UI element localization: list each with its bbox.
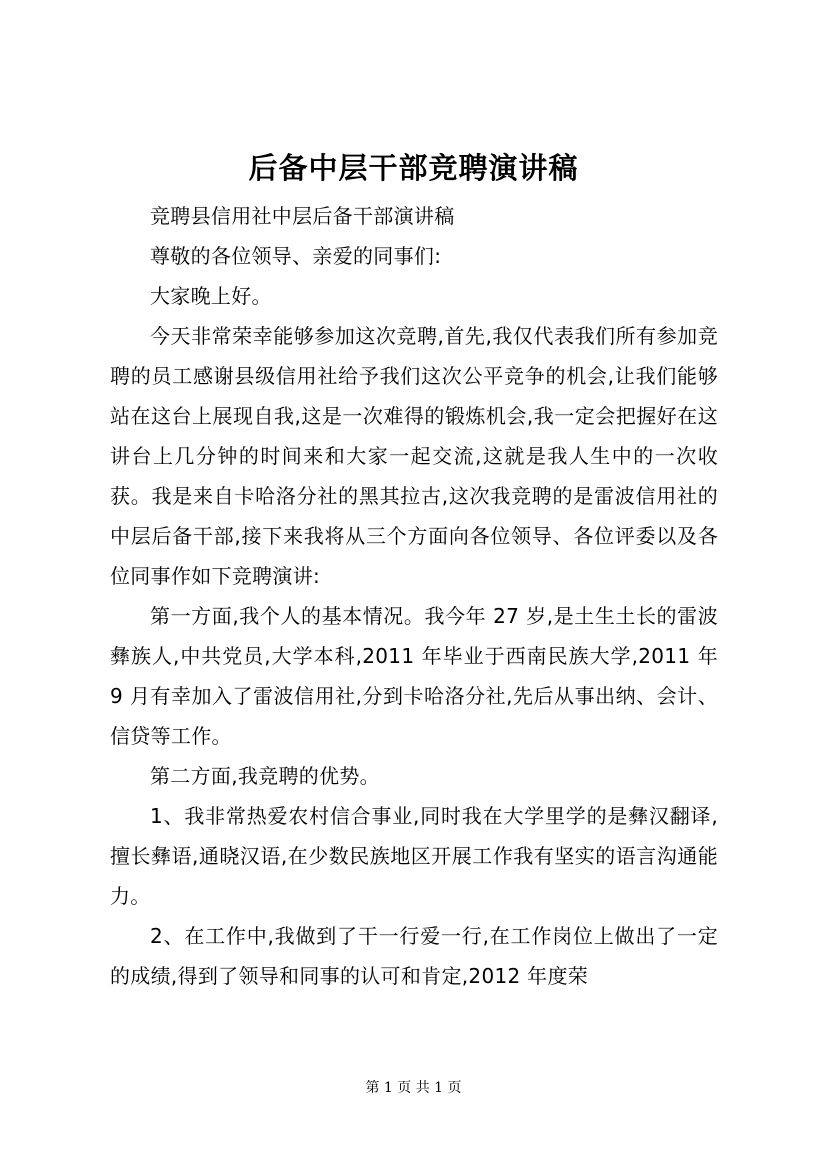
paragraph-subtitle: 竞聘县信用社中层后备干部演讲稿 — [150, 204, 455, 228]
paragraph-introduction: 今天非常荣幸能够参加这次竞聘,首先,我仅代表我们所有参加竞聘的员工感谢县级信用社给予我们这次公平竞争的机会,让我们能够站在这台上展现自我,这是一次难得的锻炼机会,我一定会把握好在这讲台上几分钟的时间来和大家一起交流,这就是我人生中的一次收获。我是来自卡哈洛分社的黑其拉古,这次我竞聘的是雷波信用社的中层后备干部,接下来我将从三个方面向各位领导、各位评委以及各位同事作如下竞聘演讲: — [110, 324, 718, 588]
paragraph-salutation: 尊敬的各位领导、亲爱的同事们: — [150, 244, 442, 268]
document-title: 后备中层干部竞聘演讲稿 — [248, 151, 579, 185]
paragraph-advantage-1: 1、我非常热爱农村信合事业,同时我在大学里学的是彝汉翻译,擅长彝语,通晓汉语,在少数民族地区开展工作我有坚实的语言沟通能力。 — [110, 804, 718, 908]
paragraph-advantages-heading: 第二方面,我竞聘的优势。 — [150, 764, 380, 788]
document-body — [110, 196, 718, 996]
paragraph-advantage-2: 2、在工作中,我做到了干一行爱一行,在工作岗位上做出了一定的成绩,得到了领导和同事的认可和肯定,2012 年度荣 — [110, 924, 718, 988]
paragraph-basic-info: 第一方面,我个人的基本情况。我今年 27 岁,是土生土长的雷波彝族人,中共党员,大学本科,2011 年毕业于西南民族大学,2011 年 9 月有幸加入了雷波信用社,分到卡哈洛分社,先后从事出纳、会计、信贷等工作。 — [110, 604, 718, 748]
page-footer: 第 1 页 共 1 页 — [365, 1080, 462, 1096]
paragraph-greeting: 大家晚上好。 — [150, 284, 272, 308]
